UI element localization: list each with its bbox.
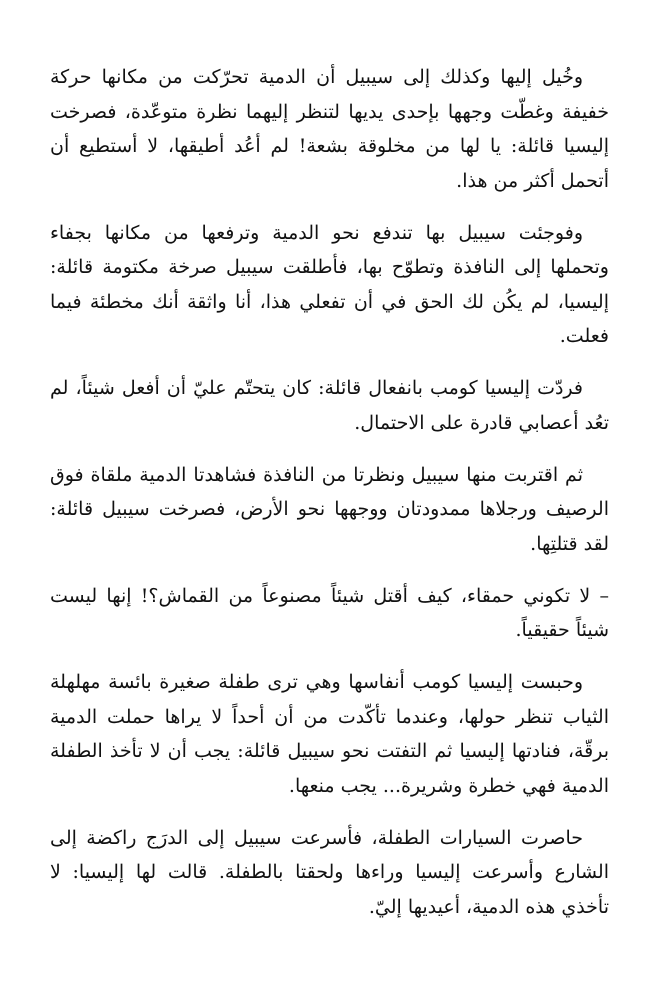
paragraph-1: وخُيل إليها وكذلك إلى سيبيل أن الدمية تحرّكت من مكانها حركة خفيفة وغطّت وجهها بإحدى يديها لتنظر إليهما نظرة متوعّدة، فصرخت إليسيا قائلة: يا لها من مخلوقة بشعة! لم أعُد أطيقها، لا أستطيع أن أتحمل أكثر من هذا. (50, 66, 609, 192)
paragraph-2: وفوجئت سيبيل بها تندفع نحو الدمية وترفعها من مكانها بجفاء وتحملها إلى النافذة وتطوّح بها، فأطلقت سيبيل صرخة مكتومة قائلة: إليسيا، لم يكُن لك الحق في أن تفعلي هذا، أنا واثقة أنك مخطئة فيما فعلت. (50, 221, 609, 347)
paragraph-5-dialogue: – لا تكوني حمقاء، كيف أقتل شيئاً مصنوعاً من القماش؟! إنها ليست شيئاً حقيقياً. (50, 584, 609, 641)
paragraph-7: حاصرت السيارات الطفلة، فأسرعت سيبيل إلى الدرَج راكضة إلى الشارع وأسرعت إليسيا وراءها ولحقتا بالطفلة. قالت لها إليسيا: لا تأخذي هذه الدمية، أعيديها إليّ. (50, 826, 609, 918)
story-text (50, 60, 609, 942)
paragraph-3: فردّت إليسيا كومب بانفعال قائلة: كان يتحتّم عليّ أن أفعل شيئاً، لم تعُد أعصابي قادرة على الاحتمال. (50, 377, 609, 434)
paragraph-4: ثم اقتربت منها سيبيل ونظرتا من النافذة فشاهدتا الدمية ملقاة فوق الرصيف ورجلاها ممدودتان ووجهها نحو الأرض، فصرخت سيبيل قائلة: لقد قتلتِها. (50, 463, 609, 555)
paragraph-6: وحبست إليسيا كومب أنفاسها وهي ترى طفلة صغيرة بائسة مهلهلة الثياب تنظر حولها، وعندما تأكّدت من أن أحداً لا يراها حملت الدمية برقّة، فنادتها إليسيا ثم التفتت نحو سيبيل قائلة: يجب أن لا تأخذ الطفلة الدمية فهي خطرة وشريرة... يجب منعها. (50, 671, 609, 797)
